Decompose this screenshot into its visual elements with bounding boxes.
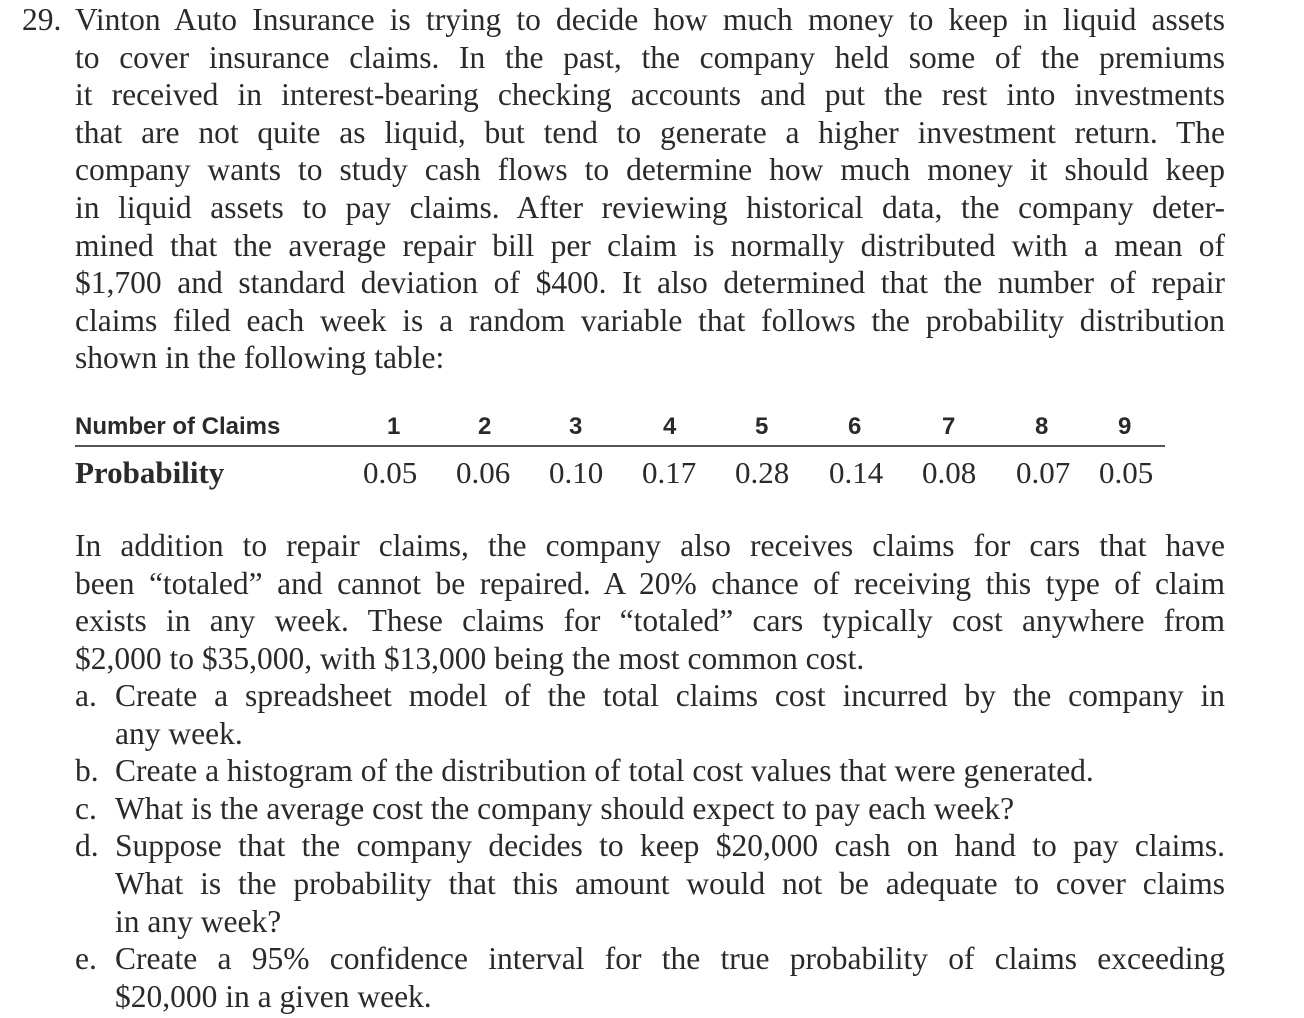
problem-number: 29.: [22, 2, 62, 37]
question-line: in any week?: [115, 903, 282, 939]
question-letter: c.: [75, 790, 97, 826]
probability-cell: 0.17: [642, 455, 697, 490]
probability-cell: 0.05: [1099, 455, 1154, 490]
problem-line: mined that the average repair bill per claim is normally distributed with a mean of: [75, 227, 1225, 263]
claims-count-cell: 5: [755, 413, 769, 440]
problem-line: in liquid assets to pay claims. After reviewing historical data, the company deter-: [75, 189, 1225, 225]
question-line: Suppose that the company decides to keep $20,000 cash on hand to pay claims.: [115, 828, 1225, 864]
question-line: any week.: [115, 715, 243, 751]
claims-count-cell: 3: [569, 413, 583, 440]
problem-line: Vinton Auto Insurance is trying to decide how much money to keep in liquid assets: [75, 2, 1225, 37]
question-line: Create a spreadsheet model of the total claims cost incurred by the company in: [115, 678, 1225, 713]
probability-cell: 0.07: [1016, 455, 1071, 490]
claims-count-cell: 8: [1035, 413, 1049, 440]
question-line: What is the average cost the company should expect to pay each week?: [115, 790, 1015, 826]
probability-cell: 0.05: [363, 455, 418, 490]
question-letter: d.: [75, 828, 99, 864]
question-list: [75, 677, 1225, 1015]
row-label: Probability: [75, 455, 225, 490]
claims-count-cell: 7: [942, 413, 956, 440]
claims-count-cell: 2: [478, 413, 492, 440]
question-line: What is the probability that this amount would not be adequate to cover claims: [115, 865, 1225, 901]
probability-cell: 0.08: [922, 455, 977, 490]
problem-line: to cover insurance claims. In the past, the company held some of the premiums: [75, 39, 1225, 75]
question-item: [75, 752, 1225, 790]
question-item: [75, 827, 1225, 940]
probability-cell: 0.10: [549, 455, 604, 490]
question-item: [75, 940, 1225, 1015]
claims-probability-table: [75, 408, 1165, 499]
problem-line: claims filed each week is a random variable that follows the probability distribution: [75, 302, 1225, 338]
problem-line: that are not quite as liquid, but tend to generate a higher investment return. The: [75, 114, 1225, 150]
problem-line: $1,700 and standard deviation of $400. It also determined that the number of repair: [75, 265, 1225, 301]
claims-count-cell: 9: [1118, 413, 1132, 440]
question-line: Create a 95% confidence interval for the true probability of claims exceeding: [115, 941, 1225, 977]
claims-count-cell: 4: [663, 413, 677, 440]
problem-statement: [75, 1, 1225, 377]
probability-cell: 0.14: [829, 455, 884, 490]
problem-line: shown in the following table:: [75, 340, 445, 376]
problem-line: company wants to study cash flows to determine how much money it should keep: [75, 152, 1225, 188]
additional-claims-paragraph: [75, 527, 1225, 677]
problem-line: it received in interest-bearing checking accounts and put the rest into investments: [75, 77, 1225, 113]
claims-count-cell: 6: [848, 413, 862, 440]
question-letter: b.: [75, 753, 99, 789]
header-label: Number of Claims: [75, 413, 281, 440]
question-item: [75, 677, 1225, 752]
table-probability-row: [75, 447, 1165, 499]
question-line: $20,000 in a given week.: [115, 978, 432, 1014]
question-line: Create a histogram of the distribution of total cost values that were generated.: [115, 753, 1094, 789]
question-item: [75, 790, 1225, 828]
probability-cell: 0.06: [456, 455, 511, 490]
paragraph-line: $2,000 to $35,000, with $13,000 being the most common cost.: [75, 640, 865, 676]
paragraph-line: been “totaled” and cannot be repaired. A 20% chance of receiving this type of claim: [75, 565, 1225, 601]
question-letter: a.: [75, 678, 97, 713]
table-header-row: [75, 408, 1165, 447]
claims-count-cell: 1: [387, 413, 401, 440]
question-letter: e.: [75, 941, 97, 977]
paragraph-line: exists in any week. These claims for “totaled” cars typically cost anywhere from: [75, 603, 1225, 639]
paragraph-line: In addition to repair claims, the company also receives claims for cars that have: [75, 528, 1225, 563]
probability-cell: 0.28: [735, 455, 790, 490]
